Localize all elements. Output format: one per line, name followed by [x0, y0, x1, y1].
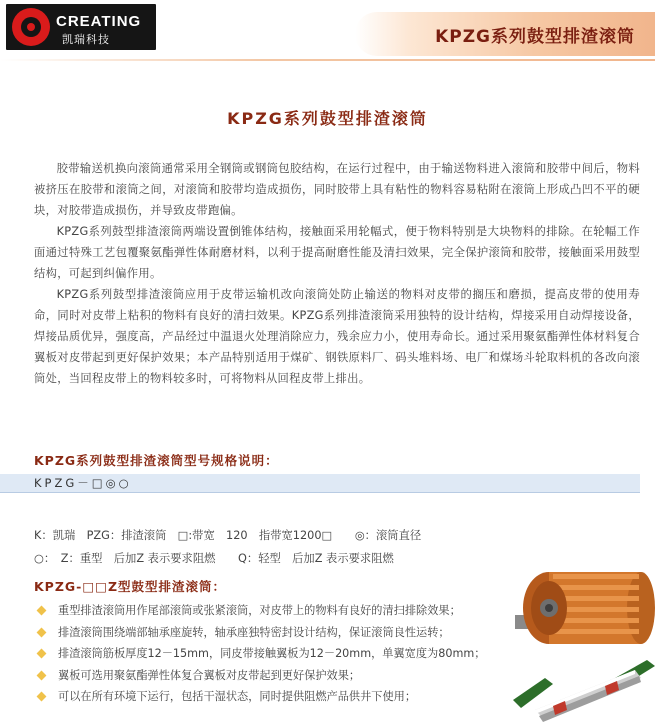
paragraph: KPZG系列鼓型排渣滚筒应用于皮带运输机改向滚筒处防止输送的物料对皮带的搁压和磨损，提高皮带的使用寿命，同时对皮带上粘积的物料有良好的清扫效果。KPZG系列排渣滚筒采用独特的设计结构，焊接采用自动焊接设备，焊接品质优异，强度高，产品经过中温退火处理消除应力，残余应力小，使用寿命长。通过采用聚氨酯弹性体材料复合翼板对皮带起到更好保护效果；本产品特别适用于煤矿、钢铁原料厂、码头堆料场、电厂和煤场斗轮取料机的各改向滚筒处，当回程皮带上的物料较多时，可将物料从回程皮带上排出。 [34, 288, 640, 385]
list-item-text: 翼板可选用聚氨酯弹性体复合翼板对皮带起到更好保护效果； [58, 668, 361, 682]
company-logo[interactable] [6, 4, 156, 50]
page-title: KPZG系列鼓型排渣滚筒 [227, 109, 428, 128]
list-item [34, 665, 504, 687]
header-divider [0, 59, 655, 61]
model-code: KPZG－□◎○ [34, 476, 132, 490]
list-item [34, 643, 504, 665]
logo-mark-icon [12, 8, 50, 46]
paragraph: KPZG系列鼓型排渣滚筒两端设置倒锥体结构，接触面采用轮幅式，便于物料特别是大块物料的排除。在轮幅工作面通过特殊工艺包覆聚氨酯弹性体耐磨材料，以利于提高耐磨性能及清扫效果，完全保护滚筒和胶带，接触面采用鼓型结构，可起到纠偏作用。 [34, 225, 640, 280]
diamond-bullet-icon [37, 649, 47, 659]
list-item-text: 重型排渣滚筒用作尾部滚筒或张紧滚筒，对皮带上的物料有良好的清扫排除效果； [58, 604, 461, 617]
feature-list [34, 600, 504, 708]
list-item-text: 可以在所有环境下运行，包括干湿状态，同时提供阻燃产品供井下使用； [58, 690, 417, 703]
header-title-band [355, 12, 655, 56]
header-title: KPZG系列鼓型排渣滚筒 [435, 27, 635, 47]
model-legend [34, 524, 504, 570]
page-header [0, 0, 655, 60]
model-spec-heading: KPZG系列鼓型排渣滚筒型号规格说明： [34, 453, 279, 468]
paragraph: 胶带输送机换向滚筒通常采用全钢筒或钢筒包胶结构，在运行过程中，由于输送物料进入滚筒和胶带中间后，物料被挤压在胶带和滚筒之间，对滚筒和胶带均造成损伤，同时胶带上具有粘性的物料容易粘附在滚筒上形成凸凹不平的硬块，对胶带造成损伤，并导致皮带跑偏。 [34, 162, 640, 217]
list-item [34, 600, 504, 622]
legend-line: ○： Z：重型 后加Z 表示要求阻燃 Q：轻型 后加Z 表示要求阻燃 [34, 552, 394, 565]
diamond-bullet-icon [37, 606, 47, 616]
logo-text: CREATING [56, 13, 142, 30]
diamond-bullet-icon [37, 670, 47, 680]
list-item [34, 622, 504, 644]
z-type-heading: KPZG-□□Z型鼓型排渣滚筒： [34, 579, 227, 594]
legend-line: K：凯瑞 PZG：排渣滚筒 □:带宽 120 指带宽1200□ ◎：滚筒直径 [34, 529, 422, 542]
description-body [34, 158, 640, 389]
winged-drum-illustration [515, 572, 655, 644]
model-code-bar [0, 474, 640, 493]
framed-drum-illustration [513, 660, 655, 722]
diamond-bullet-icon [37, 627, 47, 637]
list-item-text: 排渣滚筒围绕端部轴承座旋转，轴承座独特密封设计结构，保证滚筒良性运转； [58, 625, 450, 639]
list-item [34, 686, 504, 708]
logo-subtext: 凯瑞科技 [62, 33, 110, 46]
list-item-text: 排渣滚筒筋板厚度12－15mm，同皮带接触翼板为12－20mm，单翼宽度为80mm； [58, 647, 486, 660]
drum-pulley-image [505, 560, 655, 724]
diamond-bullet-icon [37, 692, 47, 702]
